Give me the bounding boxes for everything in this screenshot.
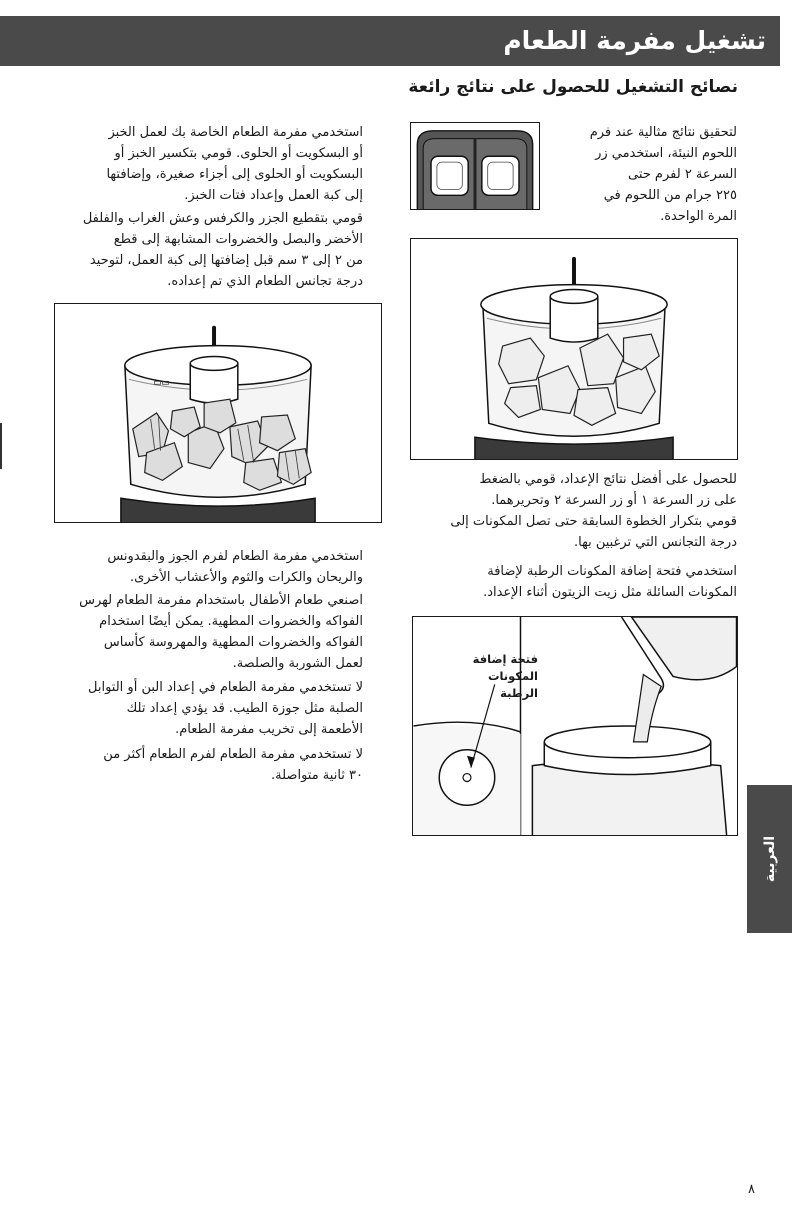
text-line: لا تستخدمي مفرمة الطعام لفرم الطعام أكثر من [103, 747, 363, 762]
section-subtitle: نصائح التشغيل للحصول على نتائج رائعة [408, 77, 738, 97]
text-line: استخدمي مفرمة الطعام لفرم الجوز والبقدونس [107, 549, 363, 564]
text-line: الفواكه والخضروات المطهية. يمكن أيضًا استخدام [99, 614, 363, 629]
text-line: استخدمي فتحة إضافة المكونات الرطبة لإضافة [487, 564, 737, 579]
text-line: لتحقيق نتائج مثالية عند فرم [589, 125, 737, 140]
tip-herbs [54, 546, 363, 588]
page-number: ٨ [748, 1182, 755, 1197]
text-line: ٢٢٥ جرام من اللحوم في [603, 188, 737, 203]
text-line: إلى كبة العمل وإعداد فتات الخبز. [184, 188, 363, 203]
meat-bowl-drawing [411, 239, 737, 459]
text-line: الأخضر والبصل والخضروات المشابهة إلى قطع [113, 232, 363, 247]
page-title: تشغيل مفرمة الطعام [503, 26, 766, 55]
text-line: من ٢ إلى ٣ سم قبل إضافتها إلى كبة العمل، لتوحيد [89, 253, 363, 268]
meat-bowl-illustration [410, 238, 738, 460]
text-line: استخدمي مفرمة الطعام الخاصة بك لعمل الخبز [108, 125, 363, 140]
tip-meat [555, 122, 737, 227]
liquid-opening-drawing [413, 617, 737, 835]
text-line: لعمل الشوربة والصلصة. [232, 656, 363, 671]
tip-baby-food [54, 590, 363, 674]
text-line: للحصول على أفضل نتائج الإعداد، قومي بالضغط [479, 472, 737, 487]
text-line: على زر السرعة ١ أو زر السرعة ٢ وتحريرهما. [491, 493, 737, 508]
header-bar [0, 16, 780, 66]
text-line: الصلبة مثل جوزة الطيب. قد يؤدي إعداد تلك [126, 701, 363, 716]
tip-liquid [410, 561, 737, 603]
text-line: ٣٠ ثانية متواصلة. [271, 768, 363, 783]
liquid-opening-callout [420, 651, 538, 702]
text-line: اللحوم النيئة، استخدمي زر [595, 146, 737, 161]
text-line: قومي بتقطيع الجزر والكرفس وعش الغراب والفلفل [82, 211, 363, 226]
language-tab-label: العربية [761, 835, 778, 883]
binding-mark [0, 423, 2, 469]
liquid-opening-illustration [412, 616, 738, 836]
callout-line: فتحة إضافة المكونات [472, 652, 538, 683]
text-line: أو البسكويت أو الحلوى. قومي بتكسير الخبز أو [114, 146, 363, 161]
text-line: السرعة ٢ لفرم حتى [627, 167, 737, 182]
tip-spices [54, 677, 363, 740]
text-line: درجة تجانس الطعام الذي تم إعداده. [167, 274, 363, 289]
callout-line: الرطبة [500, 686, 538, 700]
text-line: لا تستخدمي مفرمة الطعام في إعداد البن أو التوابل [88, 680, 363, 695]
text-line: الفواكه والخضروات المطهية والمهروسة كأساس [103, 635, 363, 650]
text-line: البسكويت أو الحلوى إلى أجزاء صغيرة، وإضافتها [106, 167, 363, 182]
text-line: والريحان والكرات والثوم والأعشاب الأخرى. [129, 570, 363, 585]
vegetable-bowl-drawing [55, 304, 381, 522]
tip-pulse [410, 469, 737, 553]
speed-buttons-drawing [411, 123, 539, 209]
text-line: الأطعمة إلى تخريب مفرمة الطعام. [175, 722, 363, 737]
tip-bread [54, 122, 363, 206]
text-line: اصنعي طعام الأطفال باستخدام مفرمة الطعام لهرس [79, 593, 363, 608]
speed-buttons-illustration [410, 122, 540, 210]
tip-duration [54, 744, 363, 786]
vegetable-bowl-illustration [54, 303, 382, 523]
text-line: المكونات السائلة مثل زيت الزيتون أثناء الإعداد. [483, 585, 737, 600]
text-line: المرة الواحدة. [660, 209, 737, 224]
tip-vegetables [54, 208, 363, 292]
text-line: درجة التجانس التي ترغبين بها. [573, 535, 737, 550]
text-line: قومي بتكرار الخطوة السابقة حتى تصل المكونات إلى [450, 514, 737, 529]
language-tab [747, 785, 792, 933]
